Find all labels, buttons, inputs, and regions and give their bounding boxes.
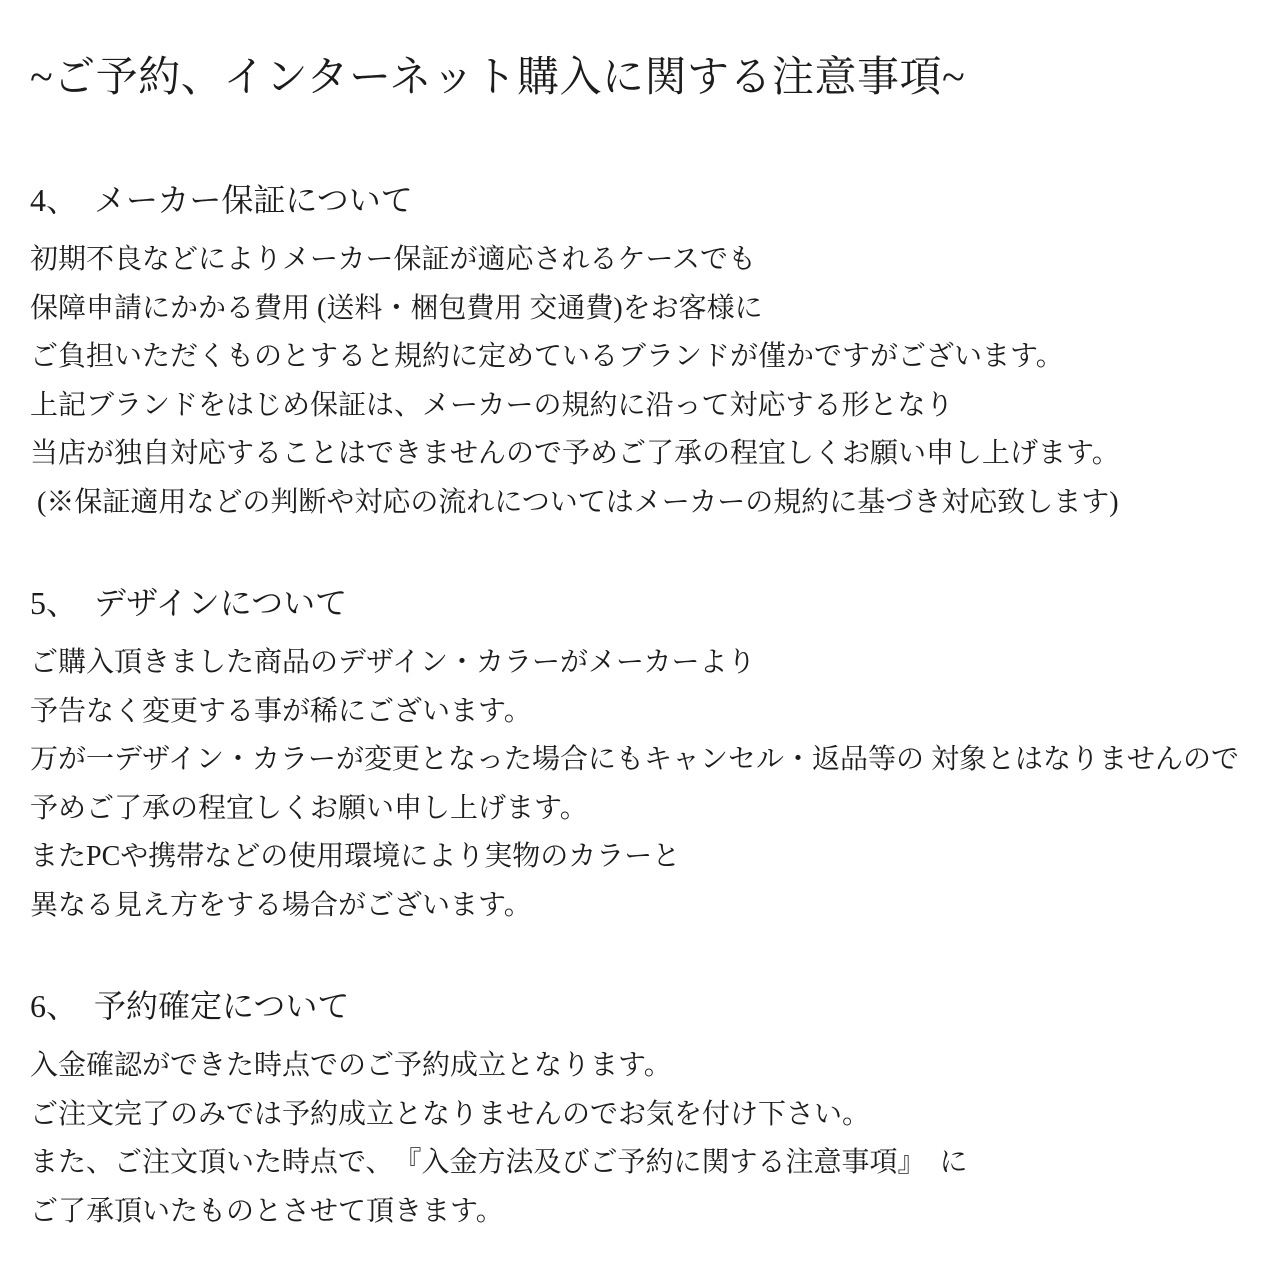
section-reservation-confirmation <box>30 984 1260 1236</box>
text-line: (※保証適用などの判断や対応の流れについてはメーカーの規約に基づき対応致します) <box>30 486 1119 518</box>
text-line: また、ご注文頂いた時点で、 『入金方法及びご予約に関する注意事項』 に <box>30 1147 968 1178</box>
text-line: 予めご了承の程宜しくお願い申し上げます。 <box>30 792 588 824</box>
text-line: 入金確認ができた時点でのご予約成立となります。 <box>30 1050 672 1081</box>
text-line: 異なる見え方をする場合がございます。 <box>30 889 532 921</box>
text-line: ご負担いただくものとすると規約に定めているブランドが僅かですがございます。 <box>30 341 1064 372</box>
text-line: 上記ブランドをはじめ保証は、メーカーの規約に沿って対応する形となり <box>30 389 954 421</box>
text-line: 保障申請にかかる費用 (送料・梱包費用 交通費)をお客様に <box>30 292 763 324</box>
text-line: 初期不良などによりメーカー保証が適応されるケースでも <box>30 244 757 275</box>
page-title: ~ご予約、インターネット購入に関する注意事項~ <box>30 55 966 101</box>
text-line: ご購入頂きました商品のデザイン・カラーがメーカーより <box>30 647 756 678</box>
text-line: 万が一デザイン・カラーが変更となった場合にもキャンセル・返品等の 対象とはなりませんので <box>30 744 1240 775</box>
text-line: 予告なく変更する事が稀にございます。 <box>30 695 532 727</box>
section-maker-warranty <box>30 178 1260 527</box>
section-maker-warranty-heading: 4、 メーカー保証について <box>30 182 413 218</box>
section-reservation-confirmation-heading: 6、 予約確定について <box>30 988 350 1024</box>
text-line: ご了承頂いたものとさせて頂きます。 <box>30 1195 504 1227</box>
text-line: 当店が独自対応することはできませんので予めご了承の程宜しくお願い申し上げます。 <box>30 438 1120 469</box>
section-design-heading: 5、 デザインについて <box>30 585 348 621</box>
section-design <box>30 581 1260 930</box>
text-line: ご注文完了のみでは予約成立となりませんのでお気を付け下さい。 <box>30 1098 871 1130</box>
text-line: またPCや携帯などの使用環境により実物のカラーと <box>30 841 681 872</box>
